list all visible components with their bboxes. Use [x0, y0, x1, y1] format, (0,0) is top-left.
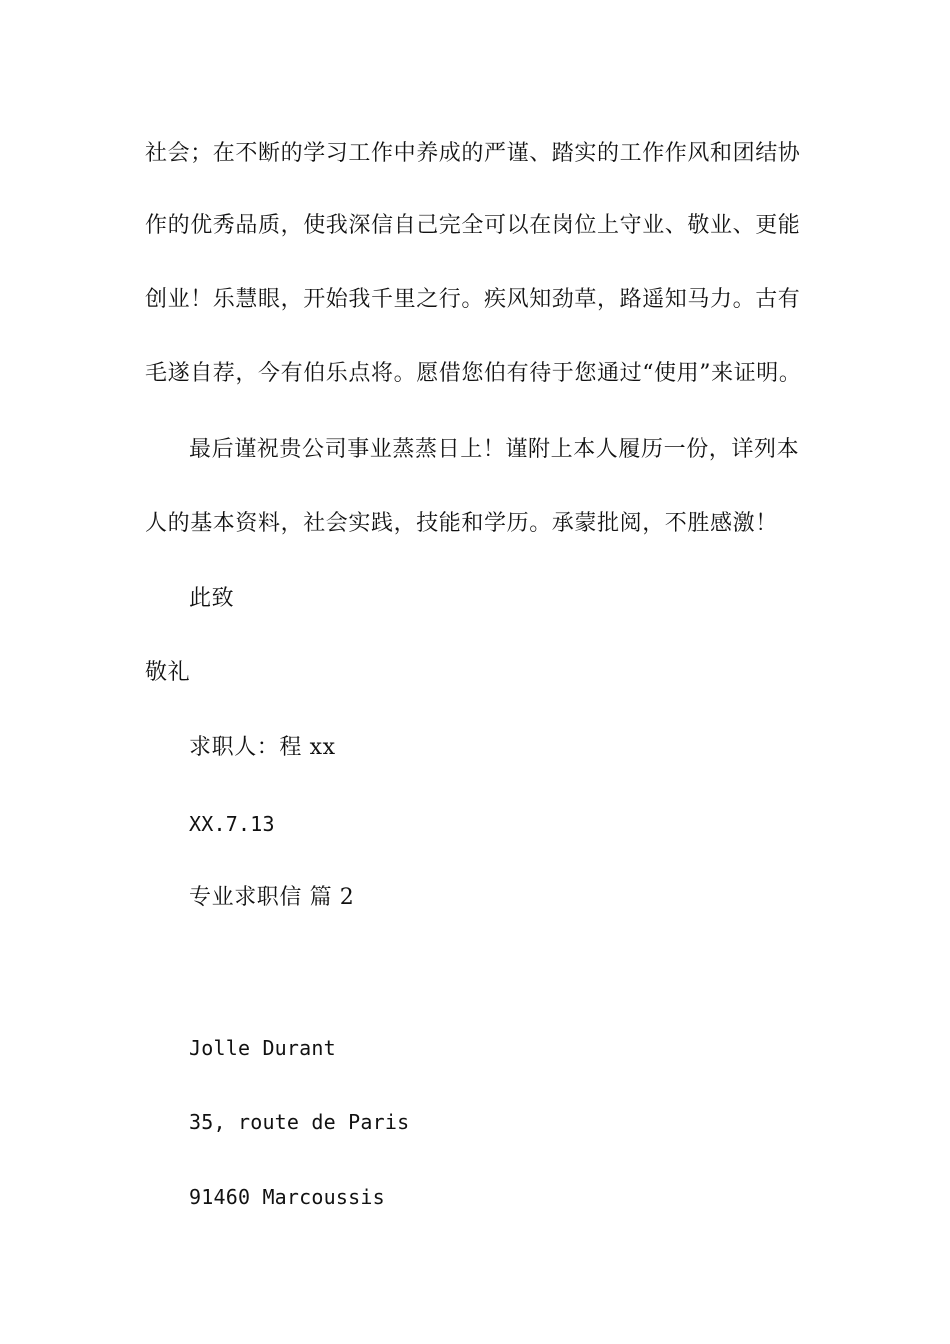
body-text-line: 创业！乐慧眼，开始我千里之行。疾风知劲草，路遥知马力。古有 — [145, 287, 801, 312]
date-text: XX.7.13 — [189, 812, 275, 836]
address-line: 91460 Marcoussis — [189, 1185, 385, 1209]
body-text-line: 人的基本资料，社会实践，技能和学历。承蒙批阅，不胜感激！ — [145, 511, 778, 536]
body-text-line: 作的优秀品质，使我深信自己完全可以在岗位上守业、敬业、更能 — [145, 213, 801, 238]
closing-text: 此致 — [189, 586, 235, 611]
body-text-line: 社会；在不断的学习工作中养成的严谨、踏实的工作作风和团结协 — [145, 141, 801, 166]
salute-text: 敬礼 — [145, 660, 191, 685]
signature-text: 求职人：程 xx — [189, 735, 336, 760]
address-line: Jolle Durant — [189, 1036, 336, 1060]
body-text-line: 最后谨祝贵公司事业蒸蒸日上！谨附上本人履历一份，详列本 — [189, 437, 800, 462]
body-text-line: 毛遂自荐，今有伯乐点将。愿借您伯有待于您通过“使用”来证明。 — [145, 361, 802, 386]
address-line: 35, route de Paris — [189, 1110, 410, 1134]
section-title: 专业求职信 篇 2 — [189, 885, 355, 910]
